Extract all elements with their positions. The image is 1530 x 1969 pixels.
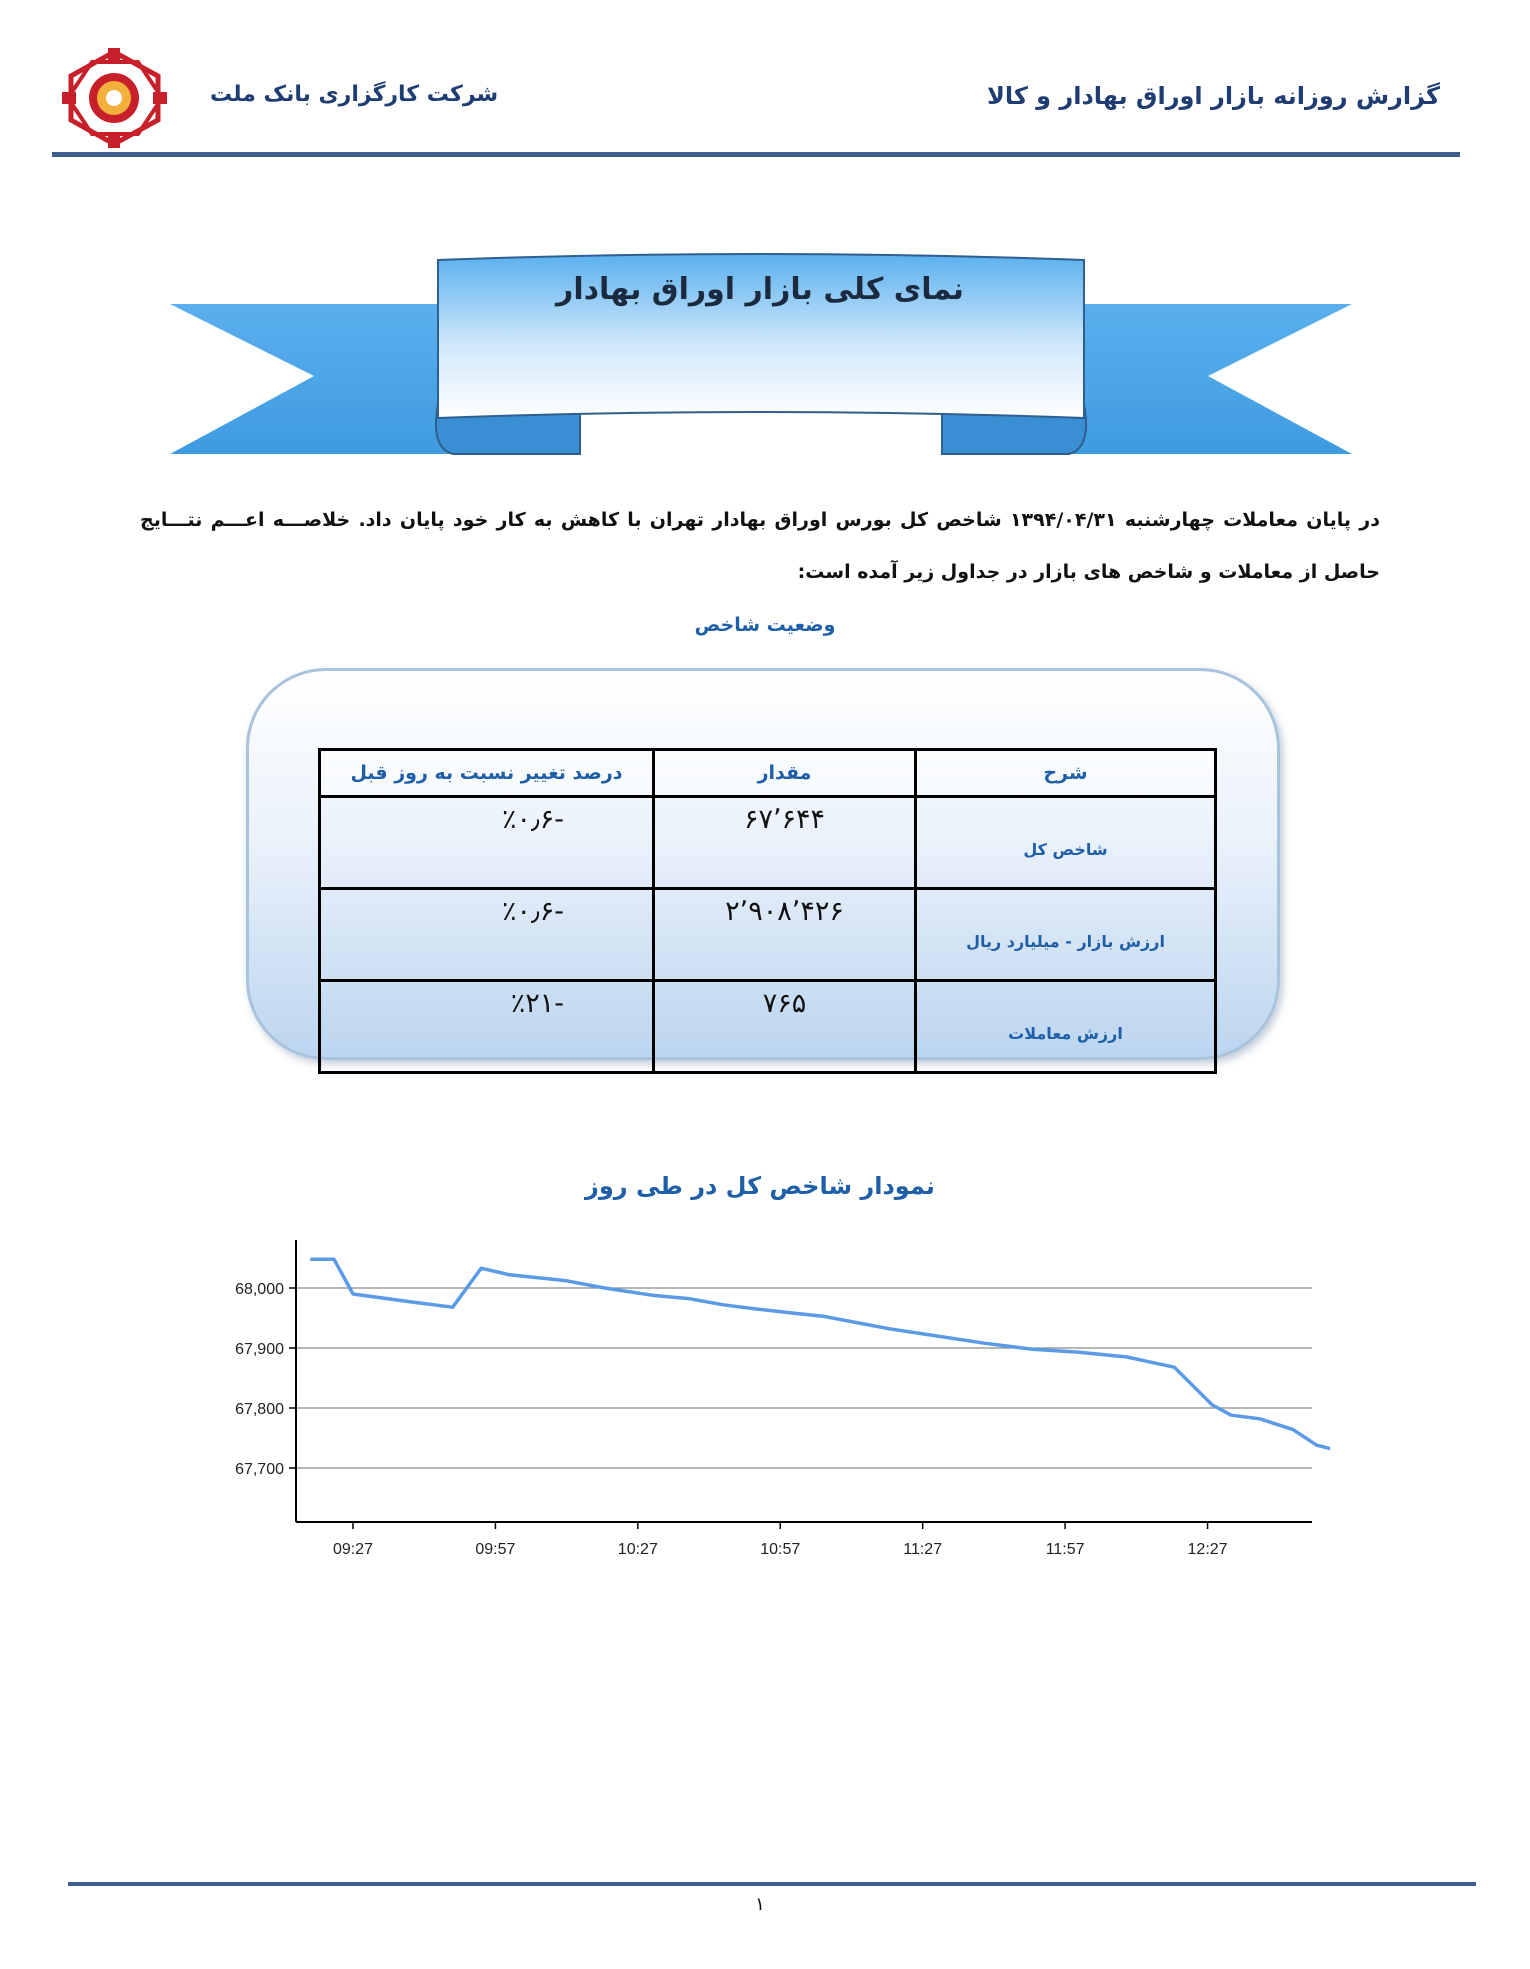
chart-x-tick-label: 11:27 xyxy=(903,1541,943,1558)
intro-paragraph: در پایان معاملات چهارشنبه ۱۳۹۴/۰۴/۳۱ شاخص کل بورس اوراق بهادار تهران با کاهش به کار خود پایان داد. خلاصـــه اعـــم نتـــایج حاصل از معاملات و شاخص های بازار در جداول زیر آمده است: xyxy=(140,509,1380,583)
page-number: ۱ xyxy=(755,1894,765,1915)
index-line-chart xyxy=(200,1240,1330,1580)
chart-x-tick-label: 09:27 xyxy=(332,1541,373,1558)
report-title: گزارش روزانه بازار اوراق بهادار و کالا xyxy=(986,82,1440,110)
chart-x-tick-label: 09:57 xyxy=(475,1541,516,1558)
index-status-title: وضعیت شاخص xyxy=(694,614,836,636)
chart-x-tick-label: 10:27 xyxy=(617,1541,658,1558)
row-value: ۶۷٬۶۴۴ xyxy=(654,797,916,889)
chart-y-tick-label: 67,800 xyxy=(235,1401,284,1418)
table-row xyxy=(320,889,1216,981)
table-header-row xyxy=(320,750,1216,797)
company-name: شرکت کارگزاری بانک ملت xyxy=(210,82,499,107)
chart-y-tick-label: 67,700 xyxy=(235,1461,284,1478)
chart-y-tick-label: 67,900 xyxy=(235,1341,284,1358)
chart-title: نمودار شاخص کل در طی روز xyxy=(585,1172,935,1200)
table-row xyxy=(320,797,1216,889)
chart-x-tick-label: 12:27 xyxy=(1187,1541,1228,1558)
table-row xyxy=(320,981,1216,1073)
row-desc: ارزش بازار - میلیارد ریال xyxy=(916,889,1216,981)
row-desc: شاخص کل xyxy=(916,797,1216,889)
index-series-line xyxy=(310,1259,1330,1504)
footer-divider xyxy=(68,1882,1476,1886)
chart-x-tick-label: 10:57 xyxy=(760,1541,801,1558)
header-desc: شرح xyxy=(916,750,1216,797)
row-change: -٪۰٫۶ xyxy=(320,797,654,889)
row-value: ۷۶۵ xyxy=(654,981,916,1073)
row-change: -٪۲۱ xyxy=(320,981,654,1073)
row-change: -٪۰٫۶ xyxy=(320,889,654,981)
bank-mellat-logo xyxy=(62,48,167,148)
header-divider xyxy=(52,152,1460,157)
chart-x-tick-labels xyxy=(333,1522,1228,1558)
chart-y-tick-label: 68,000 xyxy=(235,1281,284,1298)
chart-y-tick-labels xyxy=(235,1281,284,1478)
header-change: درصد تغییر نسبت به روز قبل xyxy=(320,750,654,797)
header-value: مقدار xyxy=(654,750,916,797)
row-value: ۲٬۹۰۸٬۴۲۶ xyxy=(654,889,916,981)
index-status-table xyxy=(318,748,1217,1074)
row-desc: ارزش معاملات xyxy=(916,981,1216,1073)
ribbon-title: نمای کلی بازار اوراق بهادار xyxy=(556,272,964,307)
chart-x-tick-label: 11:57 xyxy=(1045,1541,1085,1558)
